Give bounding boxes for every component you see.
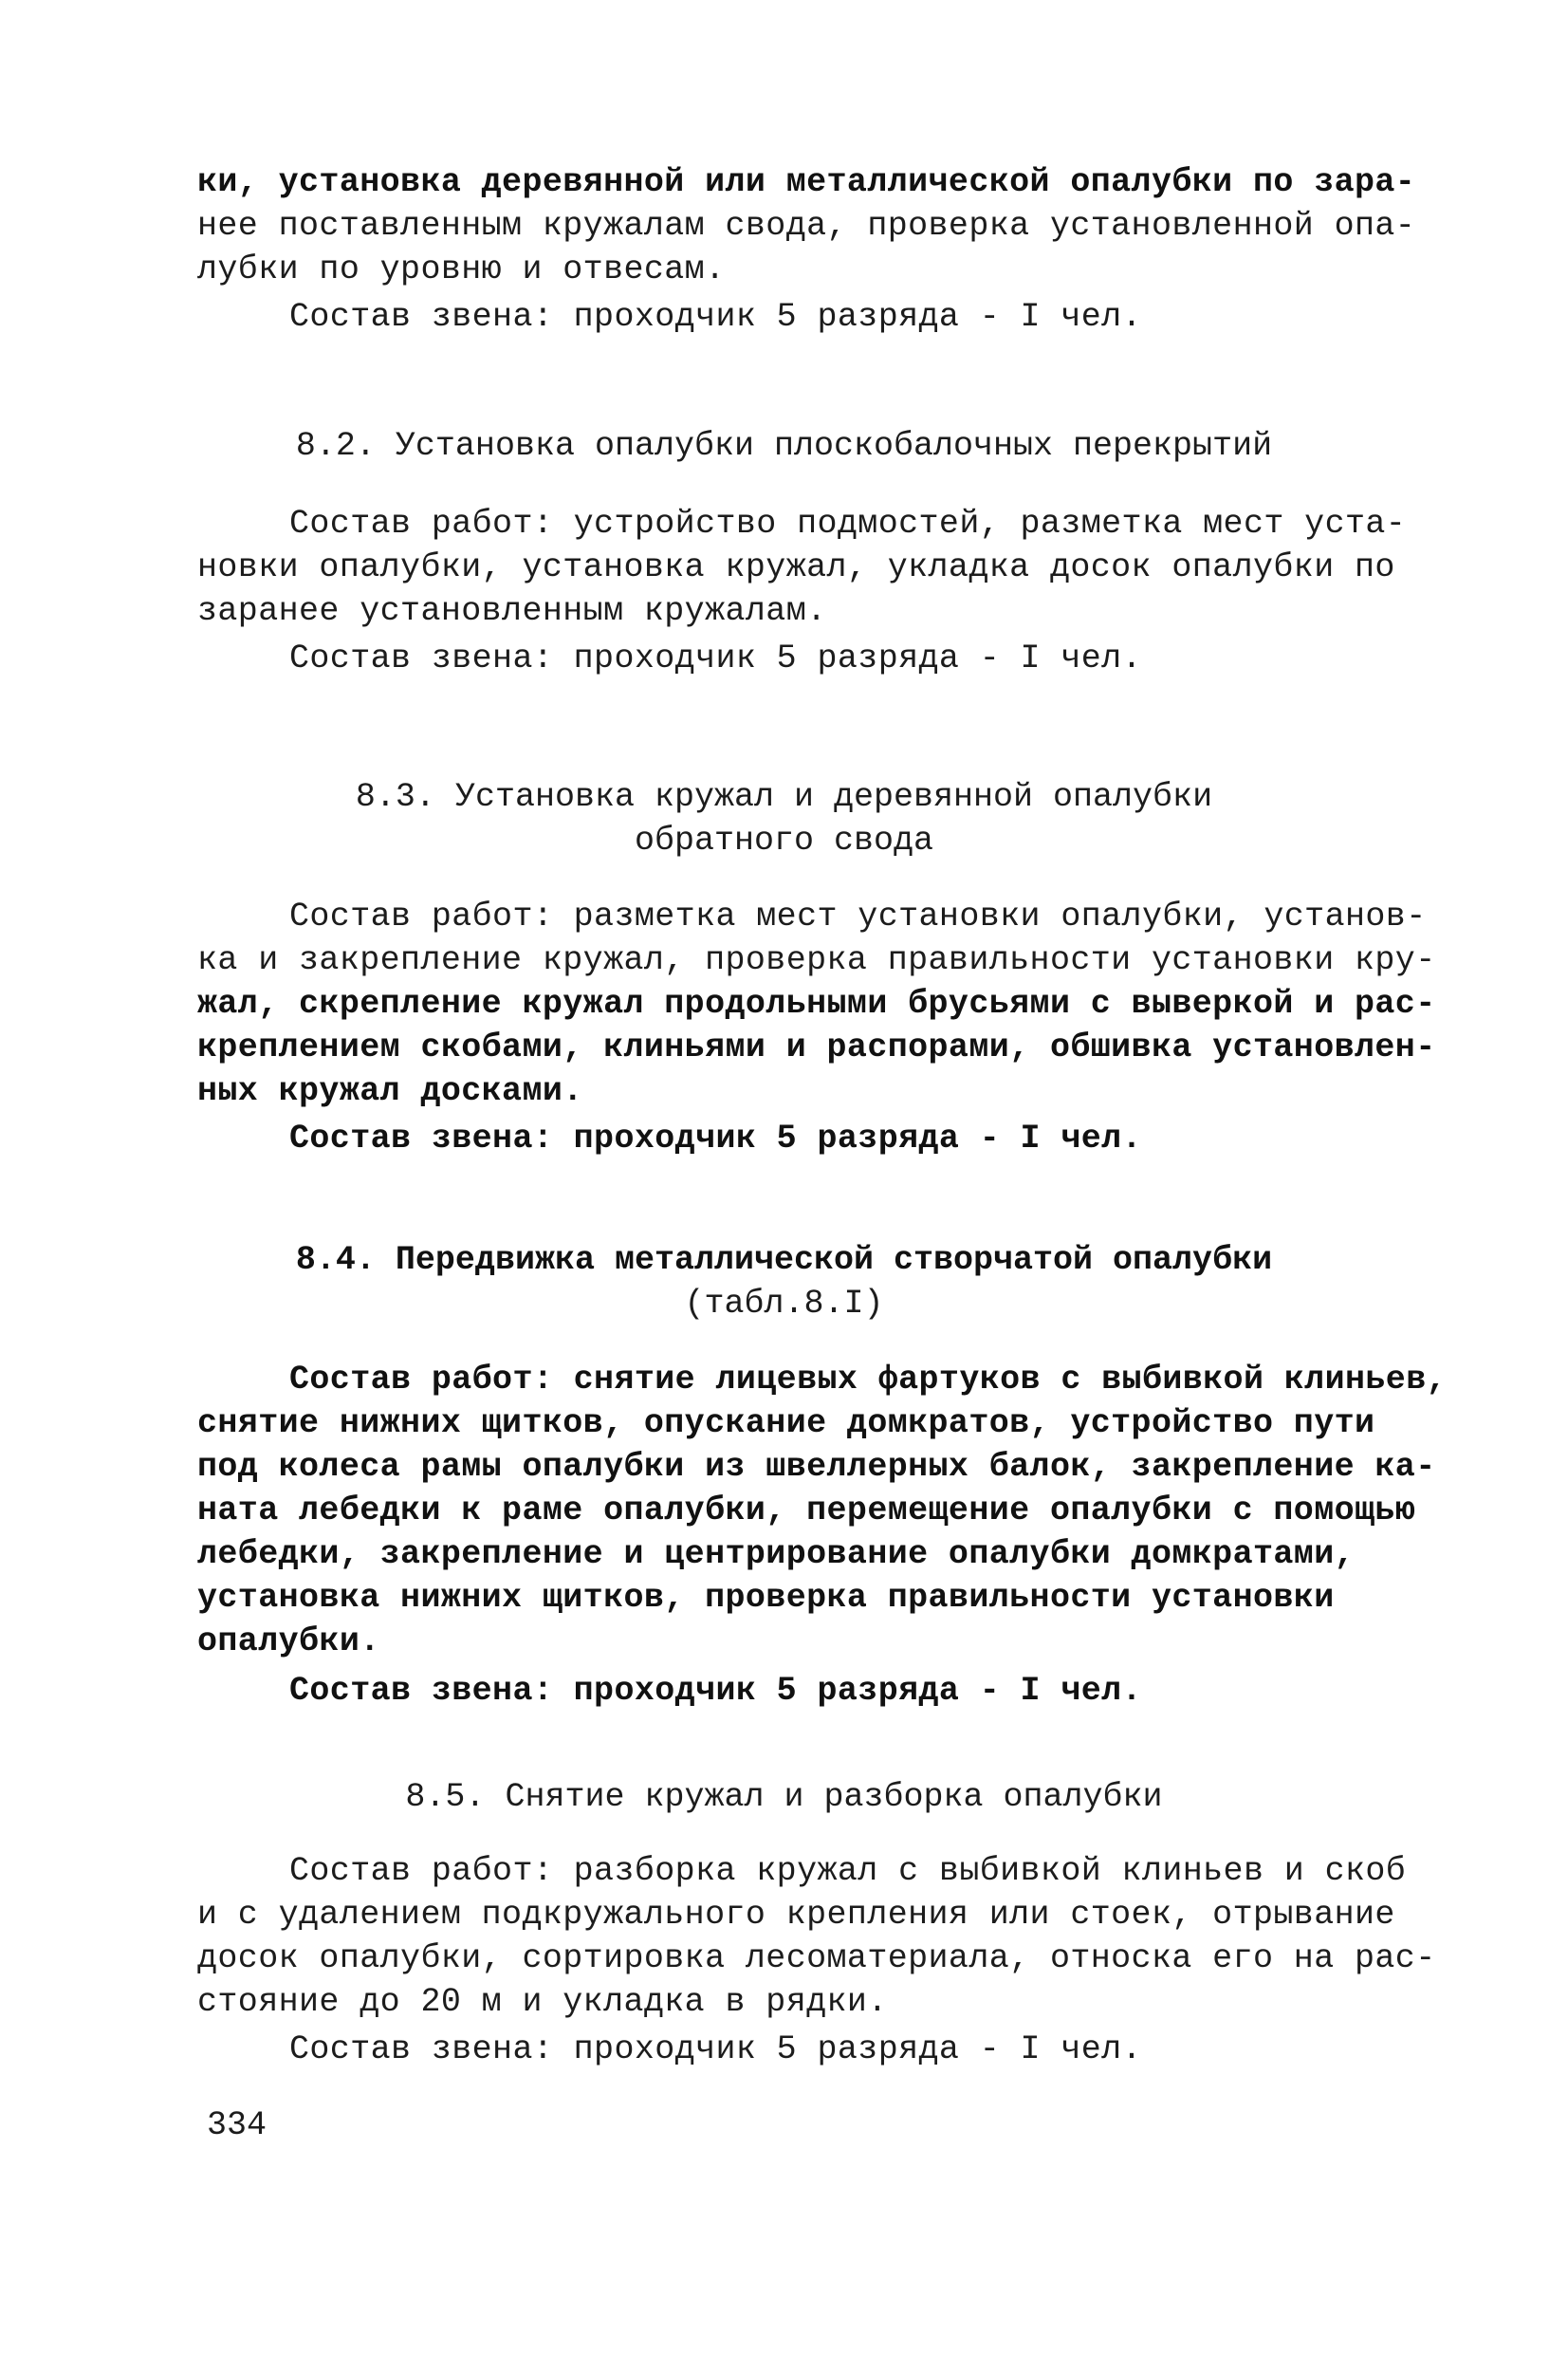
intro-line-2: нее поставленным кружалам свода, проверка установленной опа- [197, 207, 1416, 245]
section-8-4-line-2: снятие нижних щитков, опускание домкратов, устройство пути [197, 1404, 1375, 1442]
section-8-3-line-5: ных кружал досками. [197, 1072, 583, 1110]
page-number: 334 [207, 2106, 267, 2144]
section-8-2-line-2: новки опалубки, установка кружал, укладка досок опалубки по [197, 548, 1395, 586]
section-8-4-line-4: ната лебедки к раме опалубки, перемещение опалубки с помощью [197, 1491, 1416, 1529]
section-8-4-line-5: лебедки, закрепление и центрирование опалубки домкратами, [197, 1535, 1355, 1573]
section-8-2-title: 8.2. Установка опалубки плоскобалочных перекрытий [295, 427, 1273, 465]
section-8-2-line-3: заранее установленным кружалам. [197, 592, 827, 630]
section-8-3-title-line-1: 8.3. Установка кружал и деревянной опалубки [355, 778, 1213, 816]
section-8-2-line-1: Состав работ: устройство подмостей, разметка мест уста- [289, 505, 1407, 543]
section-8-5-line-3: досок опалубки, сортировка лесоматериала, относка его на рас- [197, 1939, 1436, 1977]
intro-line-1: ки, установка деревянной или металлической опалубки по зара- [197, 163, 1416, 201]
section-8-5-line-4: стояние до 20 м и укладка в рядки. [197, 1983, 888, 2021]
section-8-5-title: 8.5. Снятие кружал и разборка опалубки [405, 1778, 1163, 1816]
intro-line-3: лубки по уровню и отвесам. [197, 250, 726, 288]
section-8-4-line-1: Состав работ: снятие лицевых фартуков с выбивкой клиньев, [289, 1361, 1447, 1399]
section-8-3-line-1: Состав работ: разметка мест установки опалубки, установ- [289, 898, 1427, 936]
intro-crew: Состав звена: проходчик 5 разряда - I чел. [289, 298, 1142, 336]
section-8-3-crew: Состав звена: проходчик 5 разряда - I чел. [289, 1120, 1142, 1158]
section-8-4-line-6: установка нижних щитков, проверка правильности установки [197, 1579, 1335, 1617]
section-8-3-line-2: ка и закрепление кружал, проверка правильности установки кру- [197, 941, 1436, 979]
section-8-4-title-line-1: 8.4. Передвижка металлической створчатой опалубки [295, 1241, 1273, 1279]
section-8-5-crew: Состав звена: проходчик 5 разряда - I чел. [289, 2030, 1142, 2068]
section-8-3-line-3: жал, скрепление кружал продольными брусьями с выверкой и рас- [197, 985, 1436, 1023]
section-8-4-crew: Состав звена: проходчик 5 разряда - I чел. [289, 1672, 1142, 1710]
section-8-2-crew: Состав звена: проходчик 5 разряда - I чел. [289, 639, 1142, 677]
section-8-3-title-line-2: обратного свода [634, 822, 934, 860]
section-8-4-title-line-2: (табл.8.I) [684, 1285, 884, 1323]
section-8-5-line-2: и с удалением подкружального крепления или стоек, отрывание [197, 1896, 1395, 1934]
section-8-3-line-4: креплением скобами, клиньями и распорами, обшивка установлен- [197, 1028, 1436, 1066]
section-8-4-line-3: под колеса рамы опалубки из швеллерных балок, закрепление ка- [197, 1448, 1436, 1486]
section-8-5-line-1: Состав работ: разборка кружал с выбивкой клиньев и скоб [289, 1852, 1407, 1890]
section-8-4-line-7: опалубки. [197, 1622, 380, 1660]
